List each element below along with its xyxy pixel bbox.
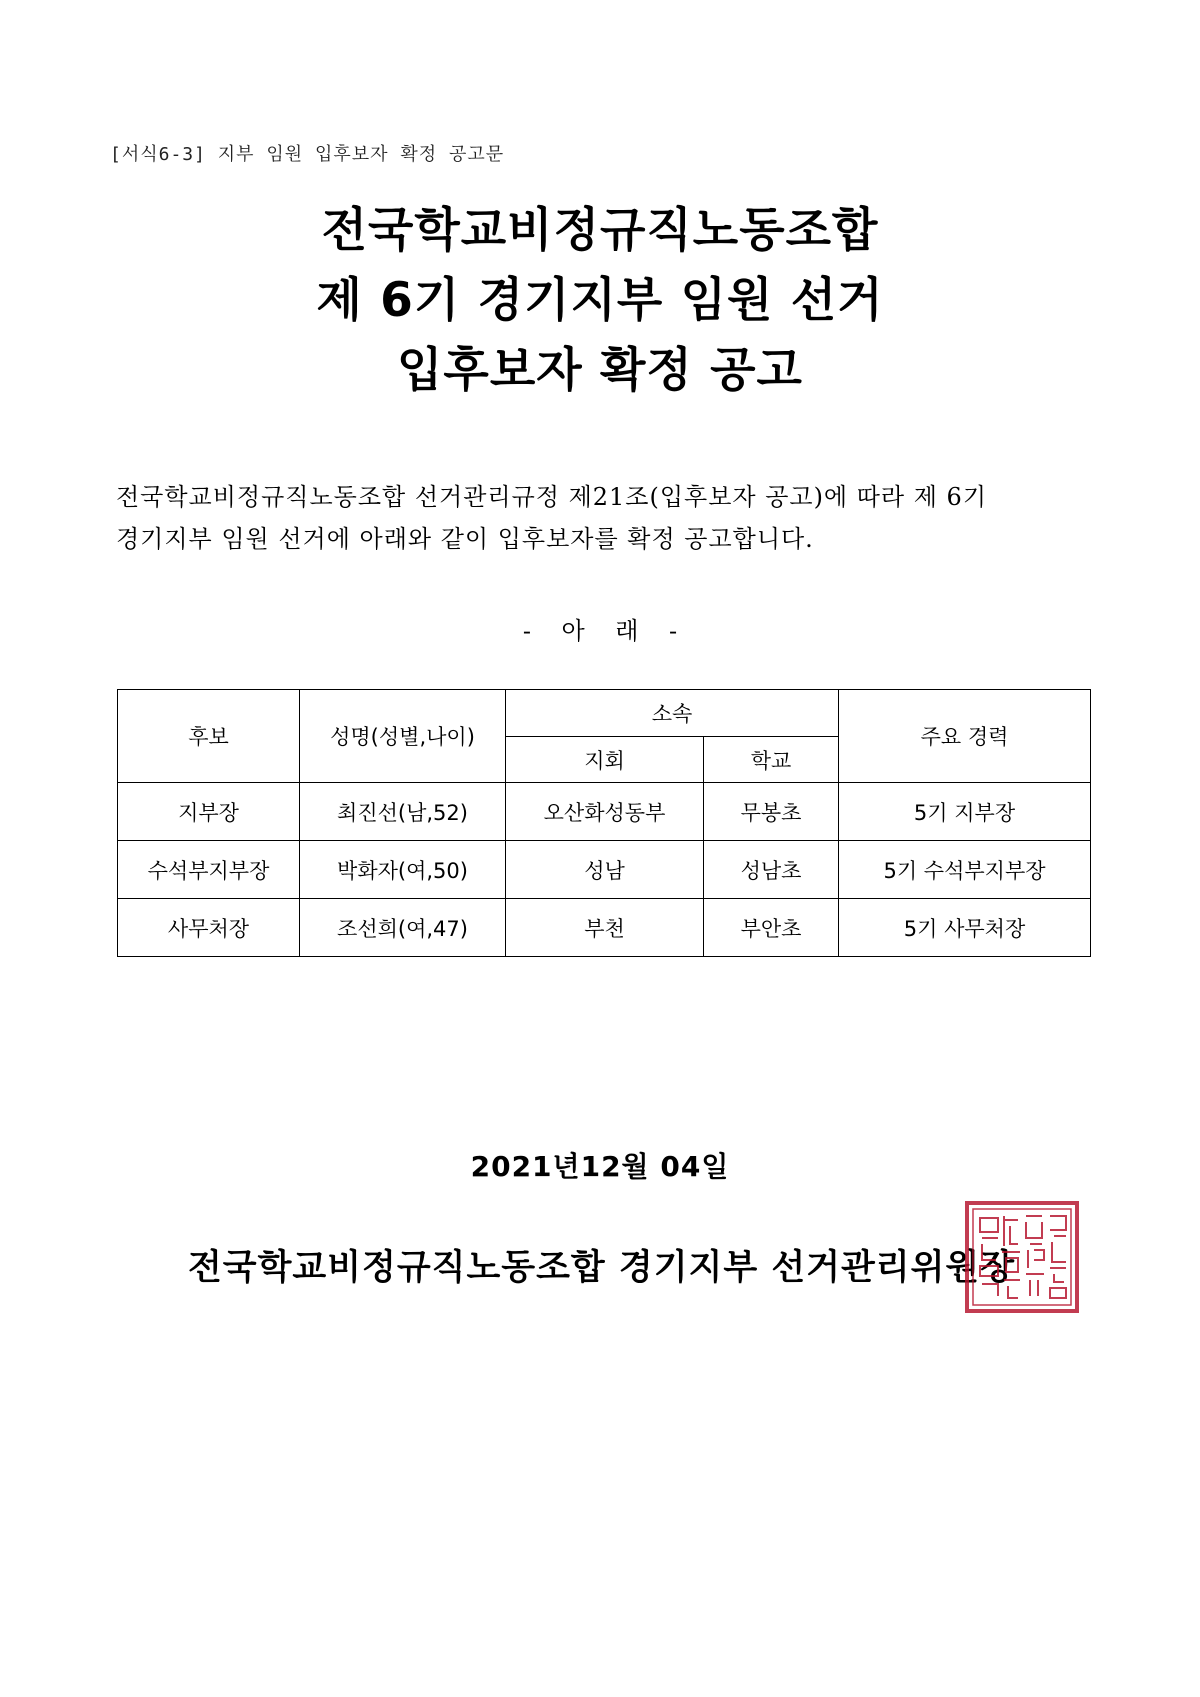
cell-career: 5기 사무처장: [839, 899, 1091, 957]
document-title: [0, 196, 1200, 406]
header-position: 후보: [118, 690, 300, 783]
title-line-2: 제 6기 경기지부 임원 선거: [316, 273, 884, 328]
cell-career: 5기 수석부지부장: [839, 841, 1091, 899]
title-line-3: 입후보자 확정 공고: [397, 343, 803, 398]
cell-name: 조선희(여,47): [300, 899, 506, 957]
header-affiliation: 소속: [506, 690, 839, 737]
official-seal-icon: [964, 1200, 1080, 1314]
header-career: 주요 경력: [839, 690, 1091, 783]
form-label: [서식6-3] 지부 임원 입후보자 확정 공고문: [110, 144, 505, 165]
header-branch: 지회: [506, 737, 704, 783]
body-line-1: 전국학교비정규직노동조합 선거관리규정 제21조(입후보자 공고)에 따라 제 6기: [116, 483, 988, 511]
cell-position: 지부장: [118, 783, 300, 841]
cell-school: 무봉초: [704, 783, 839, 841]
table-row: [118, 783, 1091, 841]
title-line-1: 전국학교비정규직노동조합: [321, 203, 879, 258]
candidate-table: [117, 689, 1091, 957]
cell-school: 성남초: [704, 841, 839, 899]
announcement-body: [116, 476, 1096, 560]
cell-career: 5기 지부장: [839, 783, 1091, 841]
signature-line: 전국학교비정규직노동조합 경기지부 선거관리위원장: [188, 1248, 1016, 1288]
table-row: [118, 899, 1091, 957]
announcement-date: 2021년12월 04일: [470, 1150, 730, 1183]
cell-school: 부안초: [704, 899, 839, 957]
body-line-2: 경기지부 임원 선거에 아래와 같이 입후보자를 확정 공고합니다.: [116, 525, 814, 553]
header-school: 학교: [704, 737, 839, 783]
cell-name: 최진선(남,52): [300, 783, 506, 841]
cell-branch: 오산화성동부: [506, 783, 704, 841]
header-name: 성명(성별,나이): [300, 690, 506, 783]
table-row: [118, 841, 1091, 899]
cell-name: 박화자(여,50): [300, 841, 506, 899]
cell-position: 사무처장: [118, 899, 300, 957]
cell-branch: 부천: [506, 899, 704, 957]
cell-branch: 성남: [506, 841, 704, 899]
below-heading: - 아 래 -: [522, 617, 678, 645]
cell-position: 수석부지부장: [118, 841, 300, 899]
